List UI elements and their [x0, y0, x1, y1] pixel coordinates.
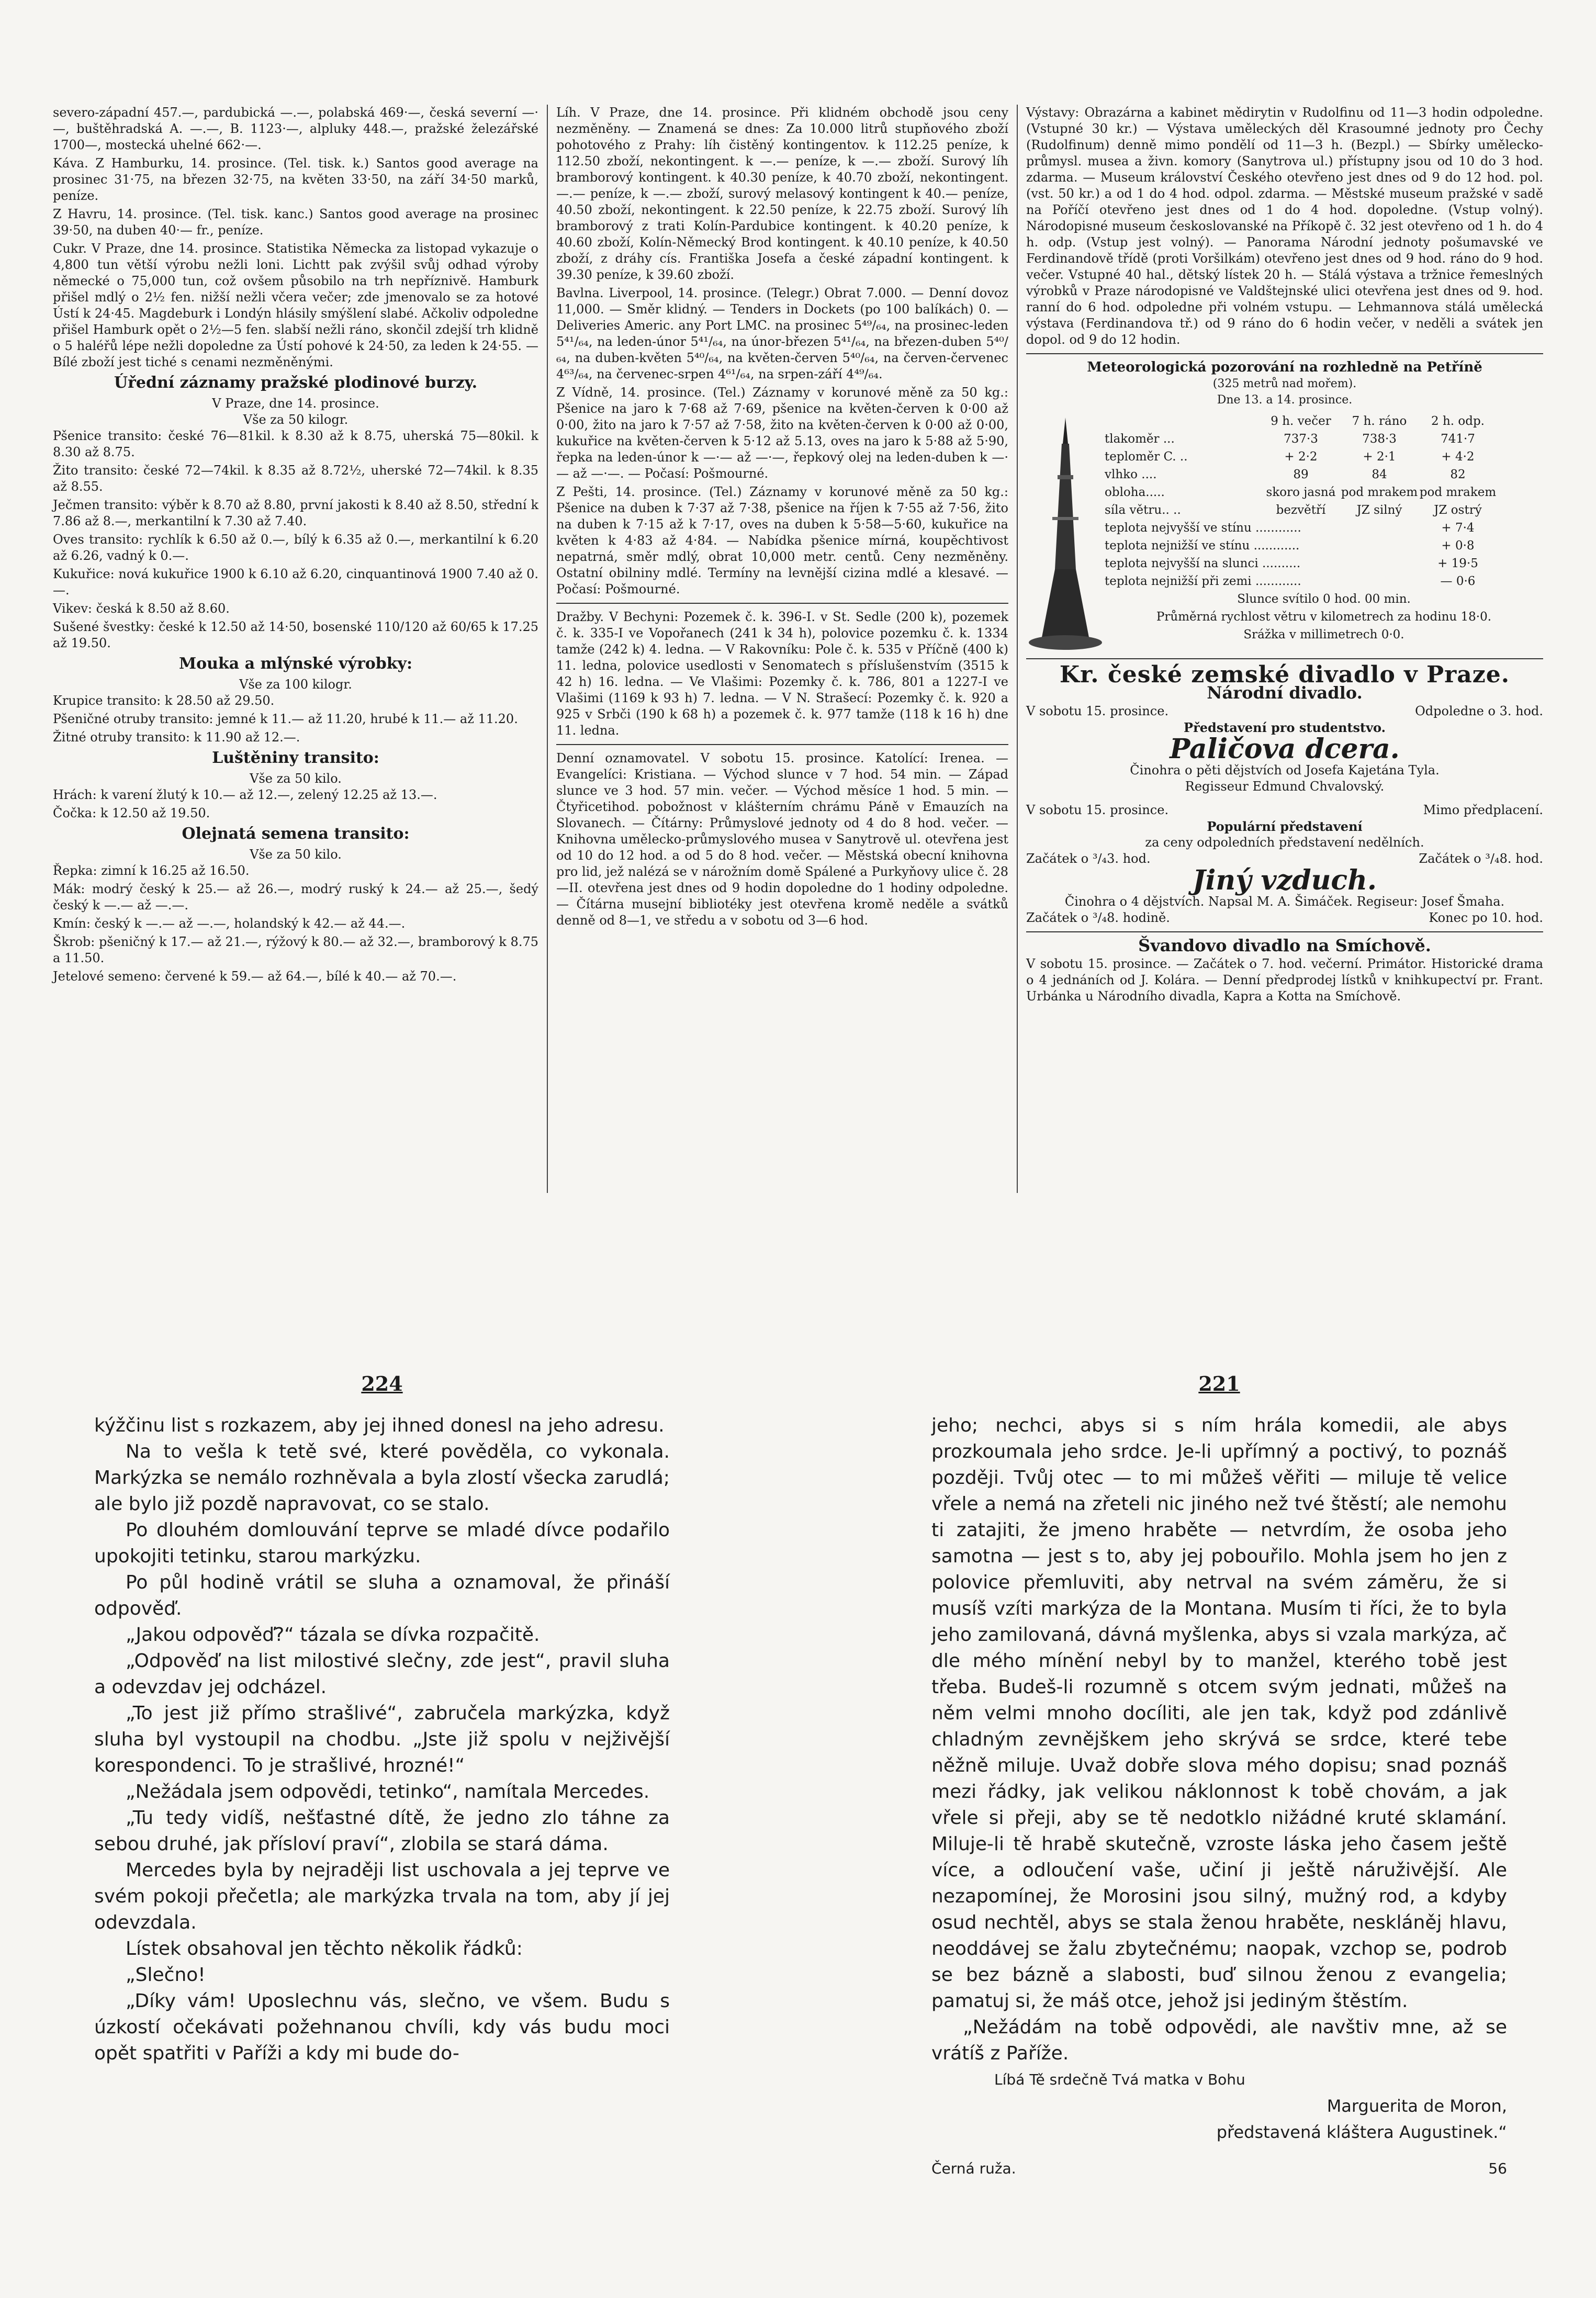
- starch: Škrob: pšeničný k 17.— až 21.—, rýžový k 80.— až 32.—, bramborový k 8.75 a 11.50.: [53, 934, 538, 965]
- schedule-row: [1026, 703, 1543, 719]
- oats-transit: Oves transito: rychlík k 6.50 až 0.—, bílý k 6.35 až 0.—, merkantilní k 6.20 až 6.26, vadný k 0.—.: [53, 532, 538, 563]
- dried-plums: Sušené švestky: české k 12.50 až 14·50, bosenské 110/120 až 60/65 k 17.25 až 19.50.: [53, 619, 538, 650]
- letter-signature: Marguerita de Moron,: [1327, 2096, 1507, 2116]
- meteo-block: [1026, 412, 1543, 653]
- pest-report: Z Pešti, 14. prosince. (Tel.) Záznamy v korunové měně za 50 kg.: Pšenice na duben k 7·37 až 7·38, pšenice na říjen k 7·55 až 7·56, žito na duben k 7·15 až k 7·17, oves na duben k 5·58—5·60, kukuřice na květen k 4·83 až 4·84. — Nabídka pšenice mírná, koupěchtivost nepatrná, směr mdlý, obrat 10,000 metr. centů. Ceny nezměněny. Ostatní obilniny mdlé. Termíny na levnější cizina mdlé a klesavé. — Počasí: Pošmourné.: [556, 485, 1008, 596]
- oilseed-unit: Vše za 50 kilo.: [250, 847, 342, 862]
- meteo-value: JZ silný: [1356, 503, 1402, 517]
- rye-transit: Žito transito: české 72—74kil. k 8.35 až 8.72½, uherské 72—74kil. k 8.35 až 8.55.: [53, 463, 538, 494]
- meteo-sunshine: Slunce svítilo 0 hod. 00 min.: [1237, 592, 1411, 606]
- meteo-extra-row: [1105, 537, 1543, 555]
- flour-unit: Vše za 100 kilogr.: [239, 677, 352, 692]
- meteo-label: teplota nejnižší při zemi ............: [1105, 574, 1301, 588]
- oilseed-heading: Olejnatá semena transito:: [182, 825, 410, 843]
- book-paragraph: „Odpověď na list milostivé slečny, zde jest“, pravil sluha a odevzdav jej odcházel.: [94, 1650, 670, 1698]
- corn: Kukuřice: nová kukuřice 1900 k 6.10 až 6.20, cinquantinová 1900 7.40 až 0.—.: [53, 567, 538, 598]
- exchange-unit: Vše za 50 kilogr.: [243, 412, 349, 427]
- meteo-col-head: 9 h. večer: [1271, 414, 1331, 428]
- wheat-bran: Pšeničné otruby transito: jemné k 11.— až 11.20, hrubé k 11.— až 11.20.: [53, 712, 518, 726]
- meteo-value: pod mrakem: [1419, 486, 1497, 499]
- meteo-wind-speed: Průměrná rychlost větru v kilometrech za hodinu 18·0.: [1156, 610, 1492, 624]
- schedule-row: [1026, 910, 1543, 926]
- auctions: Dražby. V Bechyni: Pozemek č. k. 396-I. v St. Sedle (200 k), pozemek č. k. 335-I ve Vopořanech (241 k 34 h), polovice pozemku č. k. 1334 tamže (242 k) 4. ledna. — V Rakovníku: Pole č. k. 535 v Příčně (400 k) 11. ledna, polovice usedlosti v Senomatech s příslušenstvím (3515 k 42 h) 16. ledna. — Ve Vlašimi: Pozemky č. k. 786, 801 a 1227-I ve Vlašimi (1169 k 93 h) 7. ledna. — V N. Strašecí: Pozemky č. k. 920 a 925 v Srbči (190 k 68 h) a pozemek č. k. 977 tamže (118 k 16 h) dne 11. ledna.: [556, 610, 1008, 738]
- book-paragraph: „Díky vám! Uposlechnu vás, slečno, ve všem. Budu s úzkostí očekávati požehnanou chvíli, kdy vás budu moci opět spatřiti v Paříži a kdy mi bude do-: [94, 1990, 670, 2064]
- divider: [556, 603, 1008, 604]
- peas: Hrách: k varení žlutý k 10.— až 12.—, zelený 12.25 až 13.—.: [53, 787, 437, 802]
- meteo-value: 737·3: [1284, 432, 1318, 446]
- legumes-unit: Vše za 50 kilo.: [250, 771, 342, 786]
- signature-mark: 56: [1488, 2160, 1507, 2177]
- lentils: Čočka: k 12.50 až 19.50.: [53, 806, 210, 820]
- meteo-col-head: 2 h. odp.: [1431, 414, 1485, 428]
- daily-notices: Denní oznamovatel. V sobotu 15. prosince. Katolící: Irenea. — Evangelíci: Kristiana. — Východ slunce v 7 hod. 54 min. — Západ slunce ve 3 hod. 57 min. večer. — Východ měsíce 1 hod. 5 min. — Čtyřicetihod. pobožnost v klášterním chrámu Páně v Emauzích na Slovanech. — Čítárny: Průmyslové jednoty od 4 do 8 hod. večer. — Knihovna umělecko-průmyslového musea v Sanytrově ul. otevřena jest od 10 do 12 hod. a od 5 do 8 hod. večer. — Městská obecní knihovna pro lid, jež nalézá se v nárožním domě Spálené a Purkyňovy ulice č. 28—II. otevřena jest dnes od 9 hodin dopoledne do 1 hodiny odpoledne. — Čítárna musejní bibliotéky jest otevřena kromě neděle a svátků denně od 8—1, ve středu a v sobotu od 3—6 hod.: [556, 751, 1008, 928]
- meteo-extra-row: [1105, 519, 1543, 537]
- semolina: Krupice transito: k 28.50 až 29.50.: [53, 693, 275, 708]
- upper-news-columns: [44, 105, 1552, 1193]
- letter-greeting: Líbá Tě srdečně Tvá matka v Bohu: [994, 2071, 1245, 2088]
- page-number: 221: [1198, 1372, 1240, 1395]
- schedule-time: Začátek o ³/₄8. hod.: [1419, 851, 1543, 866]
- students-show: Představení pro studentstvo.: [1184, 720, 1386, 735]
- schedule-time: Odpoledne o 3. hod.: [1415, 704, 1543, 718]
- flour-heading: Mouka a mlýnské výrobky:: [178, 655, 413, 673]
- schedule-time: Začátek o ³/₄8. hodině.: [1026, 910, 1170, 925]
- clover-seed: Jetelové semeno: červené k 59.— až 64.—, bílé k 40.— až 70.—.: [53, 969, 457, 984]
- play-title: Paličova dcera.: [1170, 733, 1400, 765]
- letter-signature-title: představená kláštera Augustinek.“: [1216, 2122, 1507, 2142]
- exchange-date: V Praze, dne 14. prosince.: [212, 396, 379, 411]
- book-paragraph: „Nežádala jsem odpovědi, tetinko“, namítala Mercedes.: [126, 1781, 650, 1803]
- meteo-row: [1105, 483, 1543, 501]
- smichov-program: V sobotu 15. prosince. — Začátek o 7. hod. večerní. Primátor. Historické drama o 4 jednáních od J. Kolára. — Denní předprodej lístků v knihkupectví pr. Frant. Urbánka u Národního divadla, Kapra a Kotta na Smíchově.: [1026, 956, 1543, 1004]
- meteo-row: [1105, 448, 1543, 466]
- meteo-extra-row: [1105, 572, 1543, 590]
- meteo-row: [1105, 501, 1543, 519]
- vienna-report: Z Vídně, 14. prosince. (Tel.) Záznamy v korunové měně za 50 kg.: Pšenice na jaro k 7·68 až 7·69, pšenice na květen-červen k 0·00 až 0·00, žito na jaro k 7·57 až 7·58, žito na květen-červen k 0·00 až 0·00, kukuřice na květen-červen k 5·12 až 5.13, oves na jaro k 5·88 až 5·90, řepka na leden-únor k —·— až —·—, řepkový olej na leden-duben k —·— až —·—. — Počasí: Pošmourné.: [556, 385, 1008, 481]
- divider: [1026, 353, 1543, 354]
- book-paragraph: Na to vešla k tetě své, které pověděla, co vykonala. Markýzka se nemálo rozhněvala a byla zlostí všecka zarudlá; ale bylo již pozdě napravovat, co se stalo.: [94, 1441, 670, 1515]
- meteo-label: teploměr C. ..: [1105, 450, 1188, 464]
- meteo-table: [1105, 412, 1543, 653]
- spirits-report: Líh. V Praze, dne 14. prosince. Při klidném obchodě jsou ceny nezměněny. — Znamená se dnes: Za 10.000 litrů stupňového zboží pohotového z Prahy: líh čistěný kontingentov. k 112.25 peníze, k 112.50 zboží, nekontingent. k —.— peníze, k —.— zboží. Surový líh bramborový kontingent. k 40.30 peníze, k 40.70 zboží, nekontingent. —.— peníze, k —.— zboží, surový melasový kontingent k 40.— peníze, 40.50 zboží, nekontingent. k 22.50 peníze, k 22.75 zboží. Surový líh bramborový z trati Kolín-Pardubice kontingent. k 40.20 peníze, k 40.60 zboží, Kolín-Německý Brod kontingent. k 40.10 peníze, k 40.50 zboží, z dráhy cís. Františka Josefa a české západní kontingent. k 39.30 peníze, k 39.60 zboží.: [556, 105, 1008, 282]
- book-paragraph: jeho; nechci, abys si s ním hrála komedii, ale abys prozkoumala jeho srdce. Je-li upřímný a poctivý, to poznáš později. Tvůj otec — to mi můžeš věřiti — miluje tě velice vřele a nemá na zřeteli nic jiného než tvé štěstí; ale nemohu ti zatajiti, že jmeno hraběte — netvrdím, že osoba jeho samotna — jest s to, aby jej pobouřilo. Mohla jsem ho jen z polovice přemluviti, aby netrval na svém záměru, že si musíš vzíti markýza de la Montana. Musím ti říci, že to byla jeho zamilovaná, dávná myšlenka, abys si vzala markýza, ač dle mého mínění nebyl by to manžel, kterého tobě jest třeba. Budeš-li rozumně s otcem svým jednati, můžeš na něm velmi mnoho docíliti, ale jen tak, když pod zdánlivě chladným zevnějškem jeho skrývá se srdce, které tebe něžně miluje. Uvaž dobře slova mého dopisu; snad poznáš mezi řádky, jak velikou náklonnost k tobě chovám, a jak vřele si přeji, aby se tě nedotklo nižádné kruté sklamání. Miluje-li tě hrabě skutečně, vzroste láska jeho časem ještě více, a odloučení vaše, učiní ji ještě náruživější. Ale nezapomínej, že Morosini jsou silný, mužný rod, a kdyby osud nechtěl, abys se stala ženou hraběte, neskláněj hlavu, neoddávej se žalu zbytečnému; naopak, vzchop se, podrob se bez bázně a slabosti, buď silnou ženou z evangelia; pamatuj si, že máš otce, jehož jsi jediným štěstím.: [931, 1415, 1507, 2012]
- meteo-col-head: 7 h. ráno: [1352, 414, 1407, 428]
- coffee-havre: Z Havru, 14. prosince. (Tel. tisk. kanc.) Santos good average na prosinec 39·50, na duben 40·— fr., peníze.: [53, 207, 538, 238]
- meteo-value: pod mrakem: [1341, 486, 1418, 499]
- play-title: Jiný vzduch.: [1193, 864, 1377, 896]
- exhibitions: Výstavy: Obrazárna a kabinet mědirytin v Rudolfinu od 11—3 hodin odpoledne. (Vstupné 30 kr.) — Výstava uměleckých děl Krasoumné jednoty pro Čechy (Rudolfinum) denně mimo pondělí od 11—3 h. (Bezpl.) — Sbírky umělecko-průmysl. musea a živn. komory (Sanytrova ul.) přístupny jsou od 10 do 3 hod. zdarma. — Museum království Českého otevřeno jest dnes od 9 do 12 hod. pol. (vst. 50 kr.) a od 1 do 4 hod. odpol. zdarma. — Městské museum pražské v sadě na Poříčí otevřeno jest dnes od 1 do 4 hod. dopoledne. (Vstup volný). Národopisné museum českoslovanské na Příkopě č. 32 jest otevřeno od 1 h. do 4 h. odp. (Vstup jest volný). — Panorama Národní jednoty pošumavské ve Ferdinandově třídě (proti Voršilkám) otevřeno jest dnes od 9 hod. ráno do 9 hod. večer. Vstupné 40 hal., dětský lístek 20 h. — Stálá výstava a tržnice řemeslných výrobků v Praze národopisné ve Valdštejnské ulici otevřena jest dnes od 9. hod. ranní do 6 hod. odpoledne při volném vstupu. — Lehmannova stálá umělecká výstava (Ferdinandova tř.) od 9 ráno do 6 hodin večer, v neděli a svátek jen dopol. od 9 do 12 hodin.: [1026, 105, 1543, 347]
- legumes-heading: Luštěniny transito:: [212, 749, 379, 767]
- meteo-date: Dne 13. a 14. prosince.: [1217, 393, 1353, 407]
- book-footer: [931, 2156, 1507, 2182]
- schedule-date: V sobotu 15. prosince.: [1026, 704, 1169, 718]
- meteo-row: [1105, 430, 1543, 448]
- book-paragraph: Mercedes byla by nejraději list uschovala a jej teprve ve svém pokoji přečetla; ale markýzka trvala na tom, aby jí jej odevzdala.: [94, 1860, 670, 1933]
- book-paragraph: Lístek obsahoval jen těchto několik řádků:: [126, 1938, 523, 1959]
- meteo-value: + 0·8: [1441, 539, 1475, 553]
- meteo-value: + 2·2: [1284, 450, 1318, 464]
- meteo-value: — 0·6: [1440, 574, 1476, 588]
- meteo-label: obloha.....: [1105, 486, 1165, 499]
- meteo-value: skoro jasná: [1266, 486, 1336, 499]
- poppy: Mák: modrý český k 25.— až 26.—, modrý ruský k 24.— až 25.—, šedý český k —.— až —.—.: [53, 882, 538, 913]
- meteo-value: 82: [1450, 468, 1466, 481]
- theater-title: Kr. české zemské divadlo v Praze.: [1059, 661, 1510, 688]
- play-director: Regisseur Edmund Chvalovský.: [1185, 779, 1385, 794]
- book-page-left: [94, 1371, 670, 2234]
- meteo-label: teplota nejnižší ve stínu ............: [1105, 539, 1300, 553]
- book-paragraph: „Tu tedy vidíš, nešťastné dítě, že jedno zlo táhne za sebou druhé, jak přísloví praví“, zlobila se stará dáma.: [94, 1807, 670, 1855]
- meteo-value: + 4·2: [1441, 450, 1475, 464]
- sugar-report: Cukr. V Praze, dne 14. prosince. Statistika Německa za listopad vykazuje o 4,800 tun větší výrobu nežli loni. Lichtt pak zvýšil svůj odhad výroby německé o 75,000 tun, což ovšem působilo na trh nepříznivě. Hamburk přišel mdlý o 2½ fen. nižší nežli včera večer; zde jmenovalo se za hotové Ústí k 24·45. Magdeburk i Londýn hlásily smýšlení slabé. Ačkoliv odpoledne přišel Hamburk opět o 2½—5 fen. slabší nežli ráno, skončil zdejší trh klidně o 5 haléřů lépe nežli dopoledne za Ústí pohové k 24·50, za leden k 24·55. — Bílé zboží jest tiché s cenami nezměněnými.: [53, 241, 538, 369]
- popular-show: Populární představení: [1207, 819, 1363, 834]
- meteo-header-row: [1105, 412, 1543, 430]
- meteo-altitude: (325 metrů nad mořem).: [1212, 377, 1357, 390]
- meteo-value: 84: [1372, 468, 1387, 481]
- meteo-title: Meteorologická pozorování na rozhledně na Petříně: [1087, 359, 1482, 375]
- meteo-label: teplota nejvyšší ve stínu ............: [1105, 521, 1301, 535]
- schedule-time: Začátek o ³/₄3. hod.: [1026, 851, 1151, 866]
- divider: [556, 744, 1008, 745]
- play-description: Činohra o 4 dějstvích. Napsal M. A. Šimáček. Regiseur: Josef Šmaha.: [1064, 894, 1505, 909]
- rapeseed: Řepka: zimní k 16.25 až 16.50.: [53, 863, 250, 878]
- schedule-row: [1026, 802, 1543, 818]
- caraway: Kmín: český k —.— až —.—, holandský k 42.— až 44.—.: [53, 916, 406, 931]
- meteo-value: 89: [1293, 468, 1309, 481]
- cotton-report: Bavlna. Liverpool, 14. prosince. (Telegr.) Obrat 7.000. — Denní dovoz 11,000. — Směr klidný. — Tenders in Dockets (po 100 balíkách) 0. — Deliveries Americ. any Port LMC. na prosinec 5⁴⁹/₆₄, na prosinec-leden 5⁴¹/₆₄, na leden-únor 5⁴¹/₆₄, na únor-březen 5⁴¹/₆₄, na březen-duben 5⁴⁰/₆₄, na duben-květen 5⁴⁰/₆₄, na květen-červen 5⁴⁰/₆₄, na červen-červenec 4⁶³/₆₄, na červenec-srpen 4⁶¹/₆₄, na srpen-září 4⁴⁹/₆₄.: [556, 286, 1008, 381]
- schedule-end: Konec po 10. hod.: [1429, 910, 1543, 925]
- notices-column: [1018, 105, 1552, 1193]
- meteo-value: 741·7: [1441, 432, 1475, 446]
- book-paragraph: „Slečno!: [126, 1964, 206, 1986]
- smichov-theater: Švandovo divadlo na Smíchově.: [1138, 936, 1431, 955]
- meteo-row: [1105, 466, 1543, 483]
- book-paragraph: „Nežádám na tobě odpovědi, ale navštiv mne, až se vrátíš z Paříže.: [931, 2017, 1507, 2064]
- meteo-label: teplota nejvyšší na slunci ..........: [1105, 557, 1301, 570]
- book-paragraph: Po půl hodině vrátil se sluha a oznamoval, že přináší odpověď.: [94, 1572, 670, 1619]
- schedule-date: V sobotu 15. prosince.: [1026, 803, 1169, 817]
- meteo-value: bezvětří: [1276, 503, 1326, 517]
- meteo-value: + 2·1: [1363, 450, 1396, 464]
- book-paragraph: Po dlouhém domlouvání teprve se mladé dívce podařilo upokojiti tetinku, starou markýzku.: [94, 1519, 670, 1567]
- exchange-heading: Úřední záznamy pražské plodinové burzy.: [114, 374, 478, 392]
- book-paragraph: „Jakou odpověď?“ tázala se dívka rozpačitě.: [126, 1624, 540, 1646]
- wheat-transit: Pšenice transito: české 76—81kil. k 8.30 až k 8.75, uherská 75—80kil. k 8.30 až 8.75.: [53, 429, 538, 459]
- coffee-hamburg: Káva. Z Hamburku, 14. prosince. (Tel. tisk. k.) Santos good average na prosinec 31·75, na březen 32·75, na květen 33·50, na září 34·50 marků, peníze.: [53, 156, 538, 203]
- book-page-right: [931, 1371, 1507, 2234]
- meteo-precipitation: Srážka v millimetrech 0·0.: [1243, 628, 1404, 641]
- vetch: Vikev: česká k 8.50 až 8.60.: [53, 601, 230, 616]
- divider: [1026, 658, 1543, 659]
- divider: [1026, 931, 1543, 932]
- commodity-column: [547, 105, 1018, 1193]
- meteo-label: vlhko ....: [1105, 468, 1157, 481]
- novel-supplement: [94, 1371, 1507, 2234]
- lookout-tower-illustration: [1026, 412, 1105, 653]
- meteo-value: + 7·4: [1441, 521, 1475, 535]
- book-paragraph: kýžčinu list s rozkazem, aby jej ihned donesl na jeho adresu.: [94, 1415, 665, 1436]
- schedule-note: Mimo předplacení.: [1423, 803, 1543, 817]
- rye-bran: Žitné otruby transito: k 11.90 až 12.—.: [53, 730, 300, 745]
- meteo-label: síla větru.. ..: [1105, 503, 1181, 517]
- popular-show-note: za ceny odpoledních představení nedělních.: [1145, 835, 1424, 850]
- meteo-value: 738·3: [1362, 432, 1397, 446]
- play-description: Činohra o pěti dějstvích od Josefa Kajetána Tyla.: [1130, 763, 1440, 778]
- col1-p1: severo-západní 457.—, pardubická —.—, polabská 469·—, česká severní —·—, buštěhradská A. —.—, B. 1123·—, alpluky 448.—, pražské železářské 1700—, mostecká uhelné 662·—.: [53, 105, 538, 152]
- barley-transit: Ječmen transito: výběr k 8.70 až 8.80, první jakosti k 8.40 až 8.50, střední k 7.86 až 8.—, merkantilní k 7.30 až 7.40.: [53, 498, 538, 528]
- page-number: 224: [361, 1372, 403, 1395]
- meteo-value: + 19·5: [1437, 557, 1478, 570]
- meteo-value: JZ ostrý: [1434, 503, 1482, 517]
- national-theater: Národní divadlo.: [1207, 683, 1363, 703]
- book-title-footer: Černá ruža.: [931, 2160, 1016, 2177]
- meteo-label: tlakoměr ...: [1105, 432, 1175, 446]
- book-paragraph: „To jest již přímo strašlivé“, zabručela markýzka, když sluha byl vystoupil na chodbu. „Jste již spolu v nejživější korespondenci. To je strašlivé, hrozné!“: [94, 1703, 670, 1776]
- market-column: [44, 105, 547, 1193]
- meteo-extra-row: [1105, 555, 1543, 572]
